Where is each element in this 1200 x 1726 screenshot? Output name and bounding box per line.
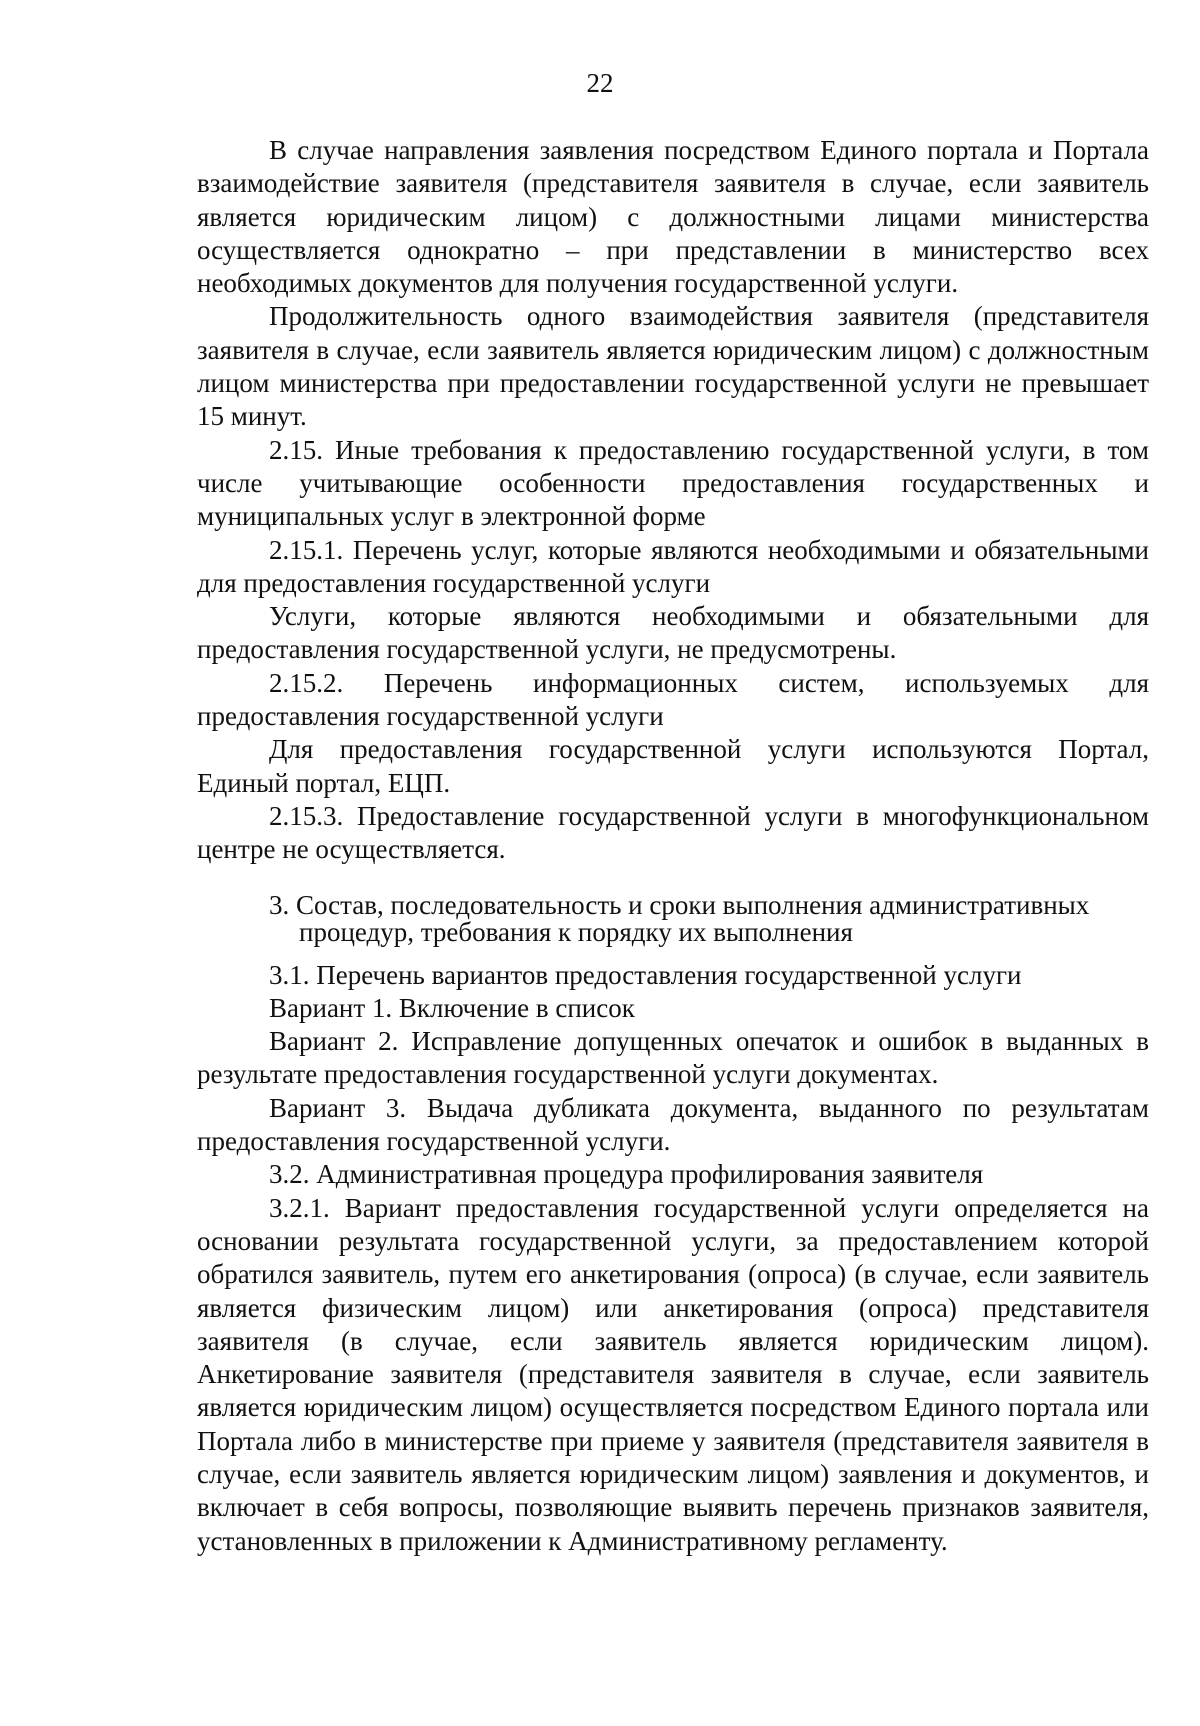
paragraph-2-15-heading: 2.15. Иные требования к предоставлению государственной услуги, в том числе учитывающие особенности предоставления государственных и муниципальных услуг в электронной форме [197, 434, 1149, 532]
paragraph-2-15-2-heading: 2.15.2. Перечень информационных систем, используемых для предоставления государственной услуги [197, 667, 1149, 732]
paragraph-variant-3: Вариант 3. Выдача дубликата документа, выданного по результатам предоставления государственной услуги. [197, 1092, 1149, 1157]
paragraph-3-2-1: 3.2.1. Вариант предоставления государственной услуги определяется на основании результата государственной услуги, за предоставлением которой обратился заявитель, путем его анкетирования (опроса) (в случае, если заявитель является физическим лицом) или анкетирования (опроса) представителя заявителя (в случае, если заявитель является юридическим лицом). Анкетирование заявителя (представителя заявителя в случае, если заявитель является юридическим лицом) осуществляется посредством Единого портала или Портала либо в министерстве при приеме у заявителя (представителя заявителя в случае, если заявитель является юридическим лицом) заявления и документов, и включает в себя вопросы, позволяющие выявить перечень признаков заявителя, установленных в приложении к Административному регламенту. [197, 1192, 1149, 1556]
paragraph-3-1-heading: 3.1. Перечень вариантов предоставления государственной услуги [269, 959, 1022, 990]
section-3-heading [197, 889, 1149, 947]
paragraph-2-15-2-text: Для предоставления государственной услуги используются Портал, Единый портал, ЕЦП. [197, 734, 1149, 798]
page-number: 22 [586, 68, 614, 98]
paragraph-variant-2: Вариант 2. Исправление допущенных опечаток и ошибок в выданных в результате предоставления государственной услуги документах. [197, 1026, 1149, 1090]
paragraph-interaction-once: В случае направления заявления посредством Единого портала и Портала взаимодействие заявителя (представителя заявителя в случае, если заявитель является юридическим лицом) с должностными лицами министерства осуществляется однократно – при представлении в министерство всех необходимых документов для получения государственной услуги. [197, 135, 1149, 299]
section-3-heading-line1: 3. Состав, последовательность и сроки выполнения административных [269, 889, 1090, 920]
paragraph-2-15-1-heading: 2.15.1. Перечень услуг, которые являются необходимыми и обязательными для предоставления государственной услуги [197, 534, 1149, 598]
section-3-heading-line2: процедур, требования к порядку их выполнения [299, 916, 853, 947]
paragraph-2-15-3: 2.15.3. Предоставление государственной услуги в многофункциональном центре не осуществляется. [197, 800, 1149, 865]
paragraph-variant-1: Вариант 1. Включение в список [269, 992, 635, 1023]
paragraph-2-15-1-text: Услуги, которые являются необходимыми и обязательными для предоставления государственной услуги, не предусмотрены. [197, 601, 1149, 665]
paragraph-3-2-heading: 3.2. Административная процедура профилирования заявителя [269, 1159, 984, 1190]
document-body [197, 134, 1149, 1558]
paragraph-interaction-duration: Продолжительность одного взаимодействия заявителя (представителя заявителя в случае, если заявитель является юридическим лицом) с должностным лицом министерства при предоставлении государственной услуги не превышает 15 минут. [197, 301, 1149, 432]
